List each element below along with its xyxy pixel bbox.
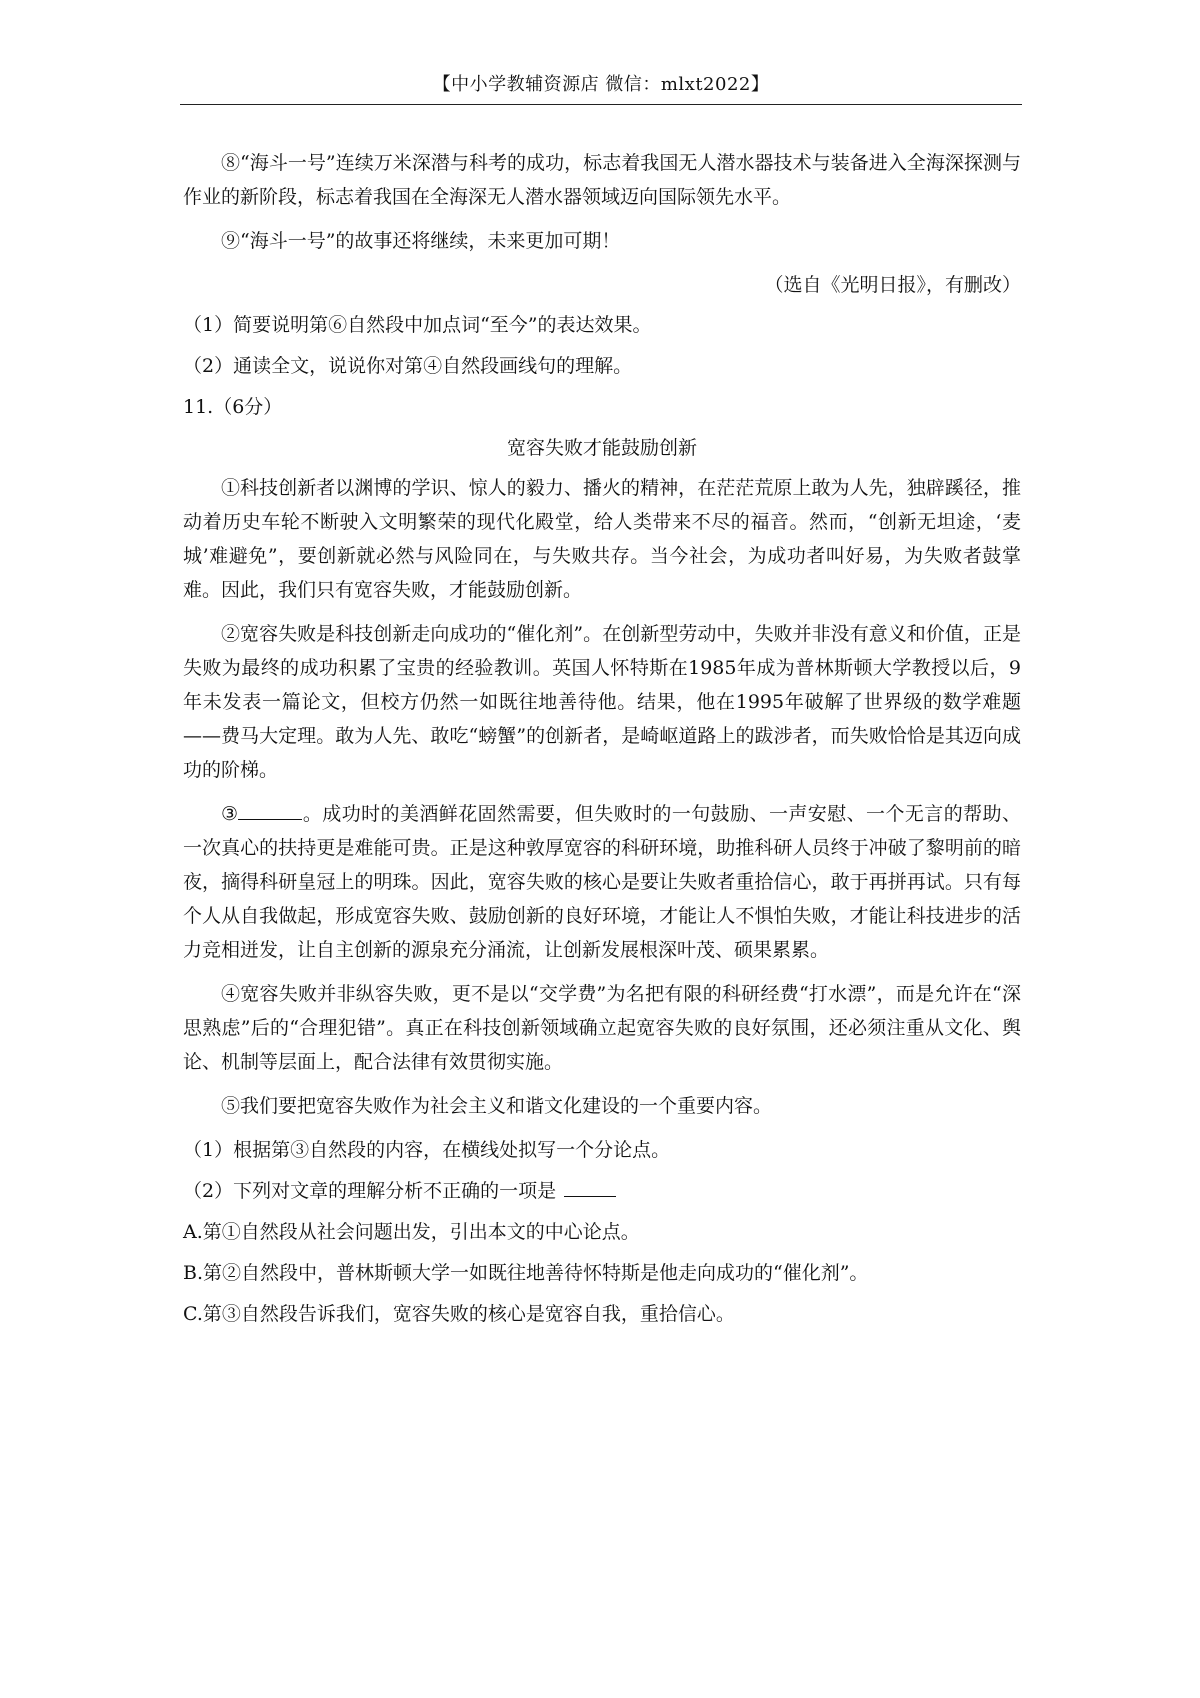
question-10-2: （2）通读全文，说说你对第④自然段画线句的理解。 [183, 355, 633, 377]
paragraph-3-marker: ③ [221, 803, 239, 825]
article-paragraph-3 [183, 797, 1021, 967]
article-title: 宽容失败才能鼓励创新 [506, 437, 697, 459]
article-paragraph-2: ②宽容失败是科技创新走向成功的“催化剂”。在创新型劳动中，失败并非没有意义和价值，正是失败为最终的成功积累了宝贵的经验教训。英国人怀特斯在1985年成为普林斯顿大学教授以后，9年未发表一篇论文，但校方仍然一如既往地善待他。结果，他在1995年破解了世界级的数学难题——费马大定理。敢为人先、敢吃“螃蟹”的创新者，是崎岖道路上的跋涉者，而失败恰恰是其迈向成功的阶梯。 [183, 623, 1021, 781]
option-c: C.第③自然段告诉我们，宽容失败的核心是宽容自我，重拾信心。 [183, 1303, 735, 1325]
question-11-number: 11.（6分） [183, 396, 283, 418]
question-10-1: （1）简要说明第⑥自然段中加点词“至今”的表达效果。 [183, 314, 652, 336]
question-11-2 [183, 1174, 1021, 1208]
article-paragraph-5: ⑤我们要把宽容失败作为社会主义和谐文化建设的一个重要内容。 [221, 1095, 773, 1117]
document-body [183, 146, 1021, 1338]
paragraph-9: ⑨“海斗一号”的故事还将继续，未来更加可期！ [221, 230, 621, 252]
article-paragraph-4: ④宽容失败并非纵容失败，更不是以“交学费”为名把有限的科研经费“打水漂”，而是允许在“深思熟虑”后的“合理犯错”。真正在科技创新领域确立起宽容失败的良好氛围，还必须注重从文化、舆论、机制等层面上，配合法律有效贯彻实施。 [183, 983, 1021, 1073]
question-11-2-text: （2）下列对文章的理解分析不正确的一项是 [183, 1180, 557, 1202]
fill-in-blank[interactable] [238, 797, 302, 820]
paragraph-8: ⑧“海斗一号”连续万米深潜与科考的成功，标志着我国无人潜水器技术与装备进入全海深探测与作业的新阶段，标志着我国在全海深无人潜水器领域迈向国际领先水平。 [183, 152, 1021, 208]
article-paragraph-1: ①科技创新者以渊博的学识、惊人的毅力、播火的精神，在茫茫荒原上敢为人先，独辟蹊径，推动着历史车轮不断驶入文明繁荣的现代化殿堂，给人类带来不尽的福音。然而，“创新无坦途，‘麦城’难避免”，要创新就必然与风险同在，与失败共存。当今社会，为成功者叫好易，为失败者鼓掌难。因此，我们只有宽容失败，才能鼓励创新。 [183, 477, 1021, 601]
option-b: B.第②自然段中，普林斯顿大学一如既往地善待怀特斯是他走向成功的“催化剂”。 [183, 1262, 869, 1284]
paragraph-3-text: 。成功时的美酒鲜花固然需要，但失败时的一句鼓励、一声安慰、一个无言的帮助、一次真心的扶持更是难能可贵。正是这种敦厚宽容的科研环境，助推科研人员终于冲破了黎明前的暗夜，摘得科研皇冠上的明珠。因此，宽容失败的核心是要让失败者重拾信心，敢于再拼再试。只有每个人从自我做起，形成宽容失败、鼓励创新的良好环境，才能让人不惧怕失败，才能让科技进步的活力竞相迸发，让自主创新的源泉充分涌流，让创新发展根深叶茂、硕果累累。 [183, 803, 1021, 961]
option-a: A.第①自然段从社会问题出发，引出本文的中心论点。 [183, 1221, 640, 1243]
answer-blank[interactable] [564, 1174, 616, 1197]
page-header: 【中小学教辅资源店 微信：mlxt2022】 [432, 74, 770, 95]
header-divider [180, 104, 1022, 105]
source-citation: （选自《光明日报》，有删改） [764, 274, 1021, 296]
question-11-1: （1）根据第③自然段的内容，在横线处拟写一个分论点。 [183, 1139, 671, 1161]
